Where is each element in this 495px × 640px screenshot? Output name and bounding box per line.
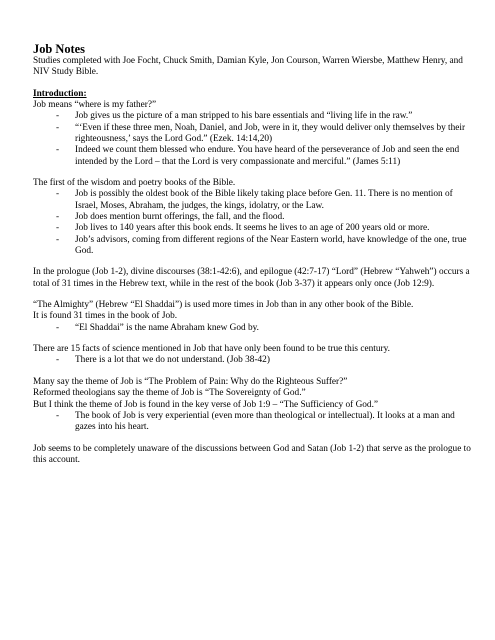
list-item-text: Job lives to 140 years after this book ends. It seems he lives to an age of 200 years old or more. [75,223,430,234]
spacer [33,367,475,377]
list-item [33,411,475,434]
science-section [33,344,475,367]
closing-paragraph: Job seems to be completely unaware of the discussions between God and Satan (Job 1-2) that serve as the prologue to this account. [33,443,471,465]
paragraph: There are 15 facts of science mentioned in Job that have only been found to be true this century. [33,344,390,355]
dash-bullet: - [56,145,60,156]
list-item-text: The book of Job is very experiential (even more than theological or intellectual). It looks at a man and gazes into his heart. [75,410,455,433]
list-item [33,235,475,258]
spacer [33,433,475,443]
list-item [33,323,475,334]
list-item-text: Job does mention burnt offerings, the fall, and the flood. [75,211,285,222]
dash-bullet: - [56,410,60,421]
paragraph: Reformed theologians say the theme of Job is “The Sovereignty of God.” [33,388,306,399]
dash-bullet: - [56,223,60,234]
almighty-section [33,300,475,334]
page-title: Job Notes [33,42,85,56]
bullet-list [33,323,475,334]
spacer [33,334,475,344]
paragraph: Many say the theme of Job is “The Problem of Pain: Why do the Righteous Suffer?” [33,376,348,387]
list-item [33,223,475,234]
bullet-list [33,411,475,434]
list-item-text: Indeed we count them blessed who endure. You have heard of the perseverance of Job and seen the end intended by the Lord – that the Lord is very compassionate and merciful.” (James 5:11) [75,145,460,167]
dash-bullet: - [56,355,60,366]
paragraph: It is found 31 times in the book of Job. [33,311,178,322]
spacer [33,290,475,300]
prologue-paragraph: In the prologue (Job 1-2), divine discourses (38:1-42:6), and epilogue (42:7-17) “Lord” (Hebrew “Yahweh”) occurs a total of 31 times in the Hebrew text, while in the rest of the book (Job 3-37) it appears only once (Job 12:9). [33,267,470,289]
dash-bullet: - [56,234,60,245]
bullet-list [33,189,475,257]
dash-bullet: - [56,322,60,333]
dash-bullet: - [56,111,60,122]
list-item-text: Job is possibly the oldest book of the Bible likely taking place before Gen. 11. There is no mention of Israel, Moses, Abraham, the judges, the kings, idolatry, or the Law. [75,189,453,211]
bullet-list [33,355,475,366]
list-item [33,123,475,146]
wisdom-section [33,178,475,257]
list-item-text: “‘Even if these three men, Noah, Daniel, and Job, were in it, they would deliver only themselves by their righteousness,’ says the Lord God.” (Ezek. 14:14,20) [75,122,466,144]
list-item [33,212,475,223]
paragraph: Job means “where is my father?” [33,100,157,111]
list-item-text: Job gives us the picture of a man stripped to his bare essentials and “living life in the raw.” [75,111,413,122]
bullet-list [33,111,475,167]
theme-section [33,377,475,433]
list-item-text: “El Shaddai” is the name Abraham knew God by. [75,322,259,333]
subtitle: Studies completed with Joe Focht, Chuck Smith, Damian Kyle, Jon Courson, Warren Wiersbe, Matthew Henry, and NIV Study Bible. [33,56,463,78]
list-item [33,355,475,366]
list-item-text: There is a lot that we do not understand. (Job 38-42) [75,355,270,366]
dash-bullet: - [56,122,60,133]
section-heading: Introduction: [33,88,87,99]
list-item [33,189,475,212]
dash-bullet: - [56,211,60,222]
list-item [33,111,475,122]
spacer [33,168,475,178]
spacer [33,79,475,89]
list-item-text: Job’s advisors, coming from different regions of the Near Eastern world, have knowledge of the one, true God. [75,234,467,256]
paragraph: The first of the wisdom and poetry books of the Bible. [33,178,236,189]
paragraph: “The Almighty” (Hebrew “El Shaddai”) is used more times in Job than in any other book of the Bible. [33,300,414,311]
introduction-section [33,89,475,168]
dash-bullet: - [56,189,60,200]
paragraph: But I think the theme of Job is found in the key verse of Job 1:9 – “The Sufficiency of God.” [33,399,379,410]
list-item [33,145,475,168]
spacer [33,257,475,267]
